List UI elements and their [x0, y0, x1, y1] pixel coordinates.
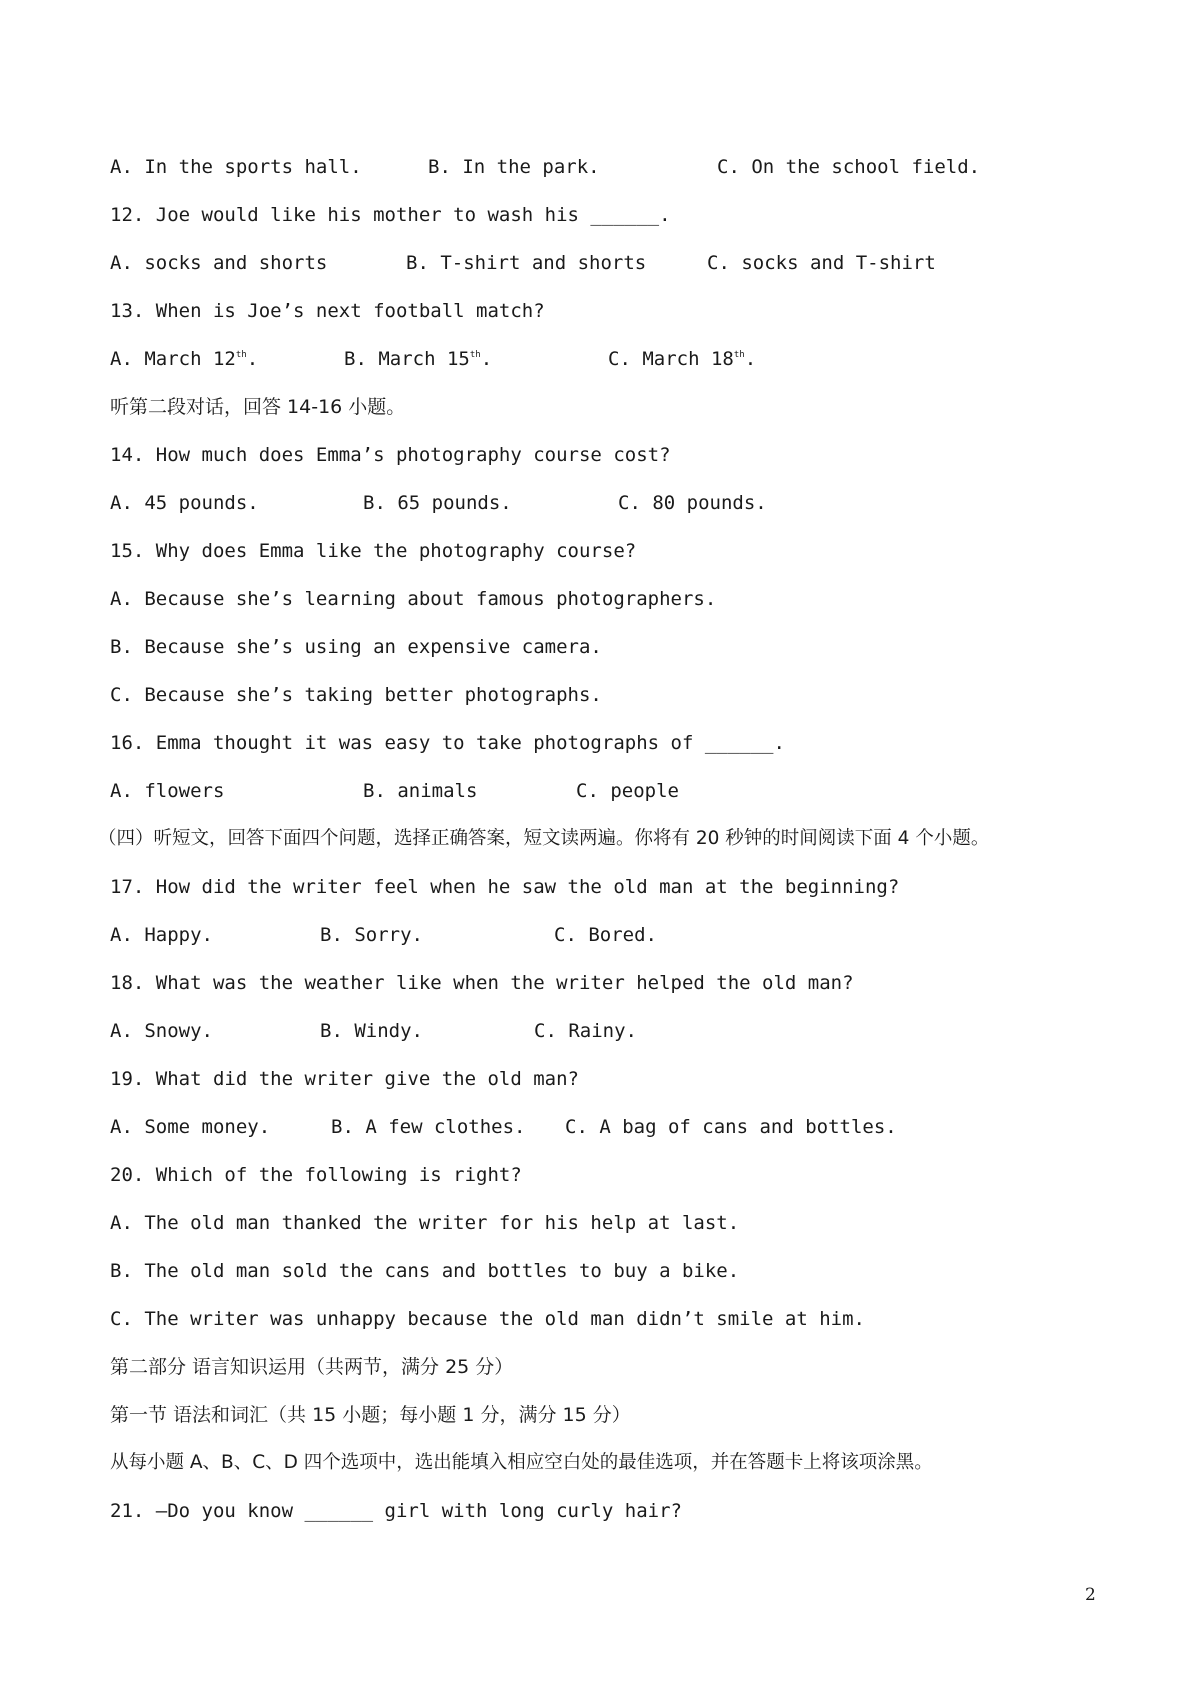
- q14-stem: 14. How much does Emma’s photography course cost?: [110, 444, 671, 466]
- q12-options: [110, 248, 936, 278]
- q11-option-c: C. On the school field.: [717, 156, 981, 178]
- q17-stem: 17. How did the writer feel when he saw the old man at the beginning?: [110, 876, 900, 898]
- q18-option-c: C. Rainy.: [534, 1020, 637, 1042]
- q16-stem: 16. Emma thought it was easy to take photographs of ______.: [110, 732, 785, 754]
- q13-option-c: C. March 18th.: [608, 348, 757, 370]
- q14-option-a: A. 45 pounds.: [110, 492, 259, 514]
- q14-option-b: B. 65 pounds.: [363, 492, 512, 514]
- q21-stem: 21. –Do you know ______ girl with long curly hair?: [110, 1500, 682, 1522]
- q20-option-c: C. The writer was unhappy because the old man didn’t smile at him.: [110, 1308, 865, 1330]
- q14-options: [110, 488, 767, 518]
- q13-option-b: B. March 15th.: [344, 348, 493, 370]
- q20-option-b: B. The old man sold the cans and bottles to buy a bike.: [110, 1260, 740, 1282]
- q18-stem: 18. What was the weather like when the writer helped the old man?: [110, 972, 854, 994]
- q11-option-a: A. In the sports hall.: [110, 156, 362, 178]
- q12-option-a: A. socks and shorts: [110, 252, 328, 274]
- q11-options: [110, 152, 981, 182]
- q13-options: [110, 344, 757, 374]
- section-passage-heading: （四）听短文，回答下面四个问题，选择正确答案，短文读两遍。你将有 20 秒钟的时间阅读下面 4 个小题。: [98, 828, 990, 849]
- q12-option-c: C. socks and T-shirt: [707, 252, 936, 274]
- q19-stem: 19. What did the writer give the old man?: [110, 1068, 579, 1090]
- q15-option-b: B. Because she’s using an expensive camera.: [110, 636, 602, 658]
- q16-option-c: C. people: [576, 780, 679, 802]
- q19-option-a: A. Some money.: [110, 1116, 271, 1138]
- q16-options: [110, 776, 679, 806]
- q19-option-c: C. A bag of cans and bottles.: [565, 1116, 897, 1138]
- q13-stem: 13. When is Joe’s next football match?: [110, 300, 545, 322]
- q13-option-a: A. March 12th.: [110, 348, 259, 370]
- q11-option-b: B. In the park.: [428, 156, 600, 178]
- q17-options: [110, 920, 657, 950]
- q17-option-a: A. Happy.: [110, 924, 213, 946]
- q20-stem: 20. Which of the following is right?: [110, 1164, 522, 1186]
- section1-instructions: 从每小题 A、B、C、D 四个选项中，选出能填入相应空白处的最佳选项，并在答题卡上将该项涂黑。: [110, 1452, 933, 1473]
- page-number: 2: [1085, 1585, 1096, 1605]
- q19-options: [110, 1112, 897, 1142]
- q19-option-b: B. A few clothes.: [331, 1116, 526, 1138]
- q12-stem: 12. Joe would like his mother to wash his ______.: [110, 204, 671, 226]
- q14-option-c: C. 80 pounds.: [618, 492, 767, 514]
- q18-option-b: B. Windy.: [320, 1020, 423, 1042]
- q17-option-b: B. Sorry.: [320, 924, 423, 946]
- q16-option-b: B. animals: [363, 780, 478, 802]
- q12-option-b: B. T-shirt and shorts: [406, 252, 647, 274]
- q17-option-c: C. Bored.: [554, 924, 657, 946]
- q18-option-a: A. Snowy.: [110, 1020, 213, 1042]
- q16-option-a: A. flowers: [110, 780, 225, 802]
- q18-options: [110, 1016, 637, 1046]
- q15-stem: 15. Why does Emma like the photography course?: [110, 540, 637, 562]
- section-dialog2-heading: 听第二段对话，回答 14-16 小题。: [110, 396, 406, 418]
- section1-title: 第一节 语法和词汇（共 15 小题；每小题 1 分，满分 15 分）: [110, 1404, 631, 1426]
- q20-option-a: A. The old man thanked the writer for his help at last.: [110, 1212, 740, 1234]
- part2-title: 第二部分 语言知识运用（共两节，满分 25 分）: [110, 1356, 514, 1378]
- q15-option-a: A. Because she’s learning about famous photographers.: [110, 588, 717, 610]
- q15-option-c: C. Because she’s taking better photographs.: [110, 684, 602, 706]
